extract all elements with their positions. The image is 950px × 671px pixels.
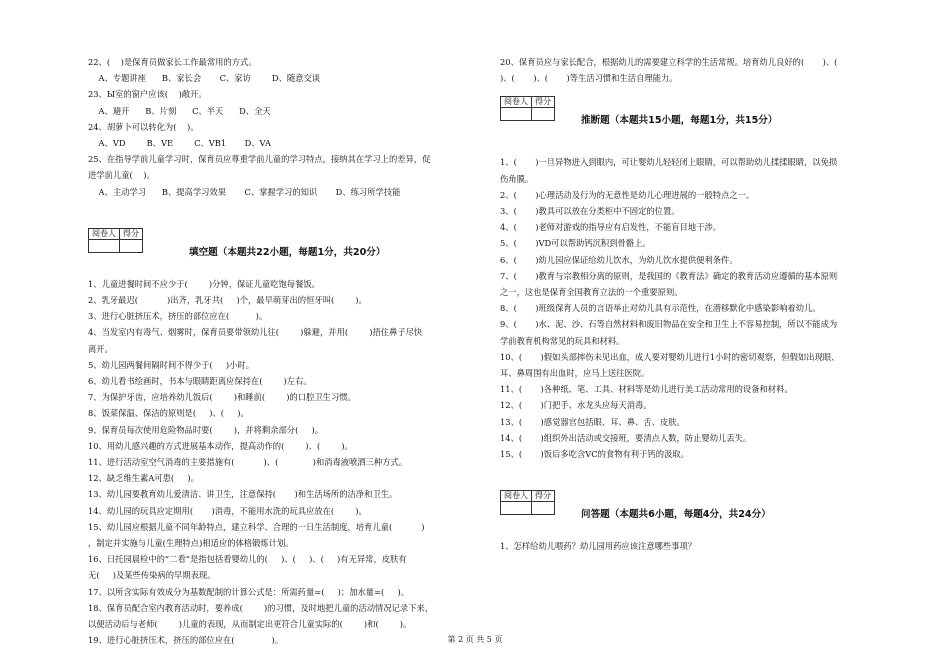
text-line: 2、( )心理活动及行为的无意性是幼儿心理进展的一般特点之一。	[500, 189, 755, 200]
text-line: 7、为保护牙齿，应培养幼儿饭后( )和睡前( )的口腔卫生习惯。	[88, 392, 356, 403]
reviewer-cell	[89, 239, 120, 252]
text-line: 17、以所含实际有效成分为基数配制的计算公式是：所需药量=( )；加水量=( )。	[88, 586, 409, 597]
reviewer-cell	[501, 108, 532, 121]
fill-section-title: 填空题（本题共22小题，每题1分，共20分）	[189, 246, 386, 258]
left-column	[88, 54, 480, 649]
text-line: 1、儿童进餐时间不应少于( )分钟，保证儿童吃饱每餐饭。	[88, 278, 320, 289]
text-line: 以便活动后与老师( )儿童的表现，从而制定出更符合儿童实际的( )和( )。	[88, 619, 412, 630]
score-label: 得分	[532, 97, 555, 108]
text-line: 8、( )班级保育人员的言语举止对幼儿具有示范性，在潜移默化中感染影响着幼儿。	[500, 303, 821, 314]
text-line: 13、幼儿园要教育幼儿爱清洁、讲卫生，注意保持( )和生活场所的洁净和卫生。	[88, 489, 398, 500]
text-line: 离开。	[88, 343, 113, 354]
text-line: 12、( )门把手、水龙头应每天消毒。	[500, 400, 652, 411]
text-line: 6、( )幼儿园应保证给幼儿饮水，为幼儿饮水提供便利条件。	[500, 254, 738, 265]
text-line: 24、胡萝卜可以转化为( )。	[88, 121, 199, 132]
text-line: 11、( )各种纸、笔、工具、材料等是幼儿进行美工活动常用的设备和材料。	[500, 384, 793, 395]
choice-questions	[88, 54, 480, 200]
text-line: 13、( )感觉器官包括眼、耳、鼻、舌、皮肤。	[500, 416, 685, 427]
text-line: )、( )、( )等生活习惯和生活自理能力。	[500, 73, 678, 84]
text-line: 12、缺乏维生素A可患( )。	[88, 473, 199, 484]
text-line: 22、( )是保育员做家长工作最常用的方式。	[88, 57, 257, 67]
reviewer-label: 阅卷人	[501, 491, 532, 502]
text-line: 7、( )教育与宗教相分离的原则，是我国的《教育法》确定的教育活动应遵循的基本原则	[500, 270, 838, 281]
score-cell	[120, 239, 143, 252]
text-line: 19、进行心脏挤压术，挤压的部位应在( )。	[88, 635, 284, 646]
text-line: 之一，这也是保育全国教育立法的一个重要原则。	[500, 287, 683, 298]
text-line: 5、幼儿园两餐间隔时间不得少于( )小时。	[88, 359, 254, 370]
text-line: 11、进行活动室空气消毒的主要措施有( )、( )和消毒液喷洒三种方式。	[88, 457, 408, 468]
text-line: 9、保育员每次使用危险物品时要( )，并将剩余部分( )。	[88, 424, 324, 435]
fill-question-20	[500, 54, 900, 86]
text-line: 14、幼儿园的玩具应定期用( )消毒，不能用水洗的玩具应放在( )。	[88, 505, 367, 516]
text-line: A、VD B、VE C、VB1 D、VA	[88, 138, 271, 149]
text-line: A、避开 B、片刻 C、半天 D、全天	[88, 105, 271, 116]
text-line: 3、( )教具可以放在分类柜中不固定的位置。	[500, 206, 680, 217]
qa-section-title: 问答题（本题共6小题，每题4分，共24分）	[581, 509, 771, 521]
right-column	[500, 54, 900, 554]
score-table	[88, 228, 143, 253]
text-line: 16、日托园晨检中的“二看”是指包括看婴幼儿的( )、( )、( )有无异常，皮肤有	[88, 554, 407, 565]
text-line: 14、( )组织外出活动或交接班，要清点人数，防止婴幼儿丢失。	[500, 432, 752, 443]
fill-section-header	[88, 228, 480, 258]
text-line: ，制定并实施与儿童(生理特点)相适应的体格锻炼计划。	[88, 538, 294, 549]
score-table	[500, 490, 555, 515]
reviewer-label: 阅卷人	[89, 228, 120, 239]
text-line: 耳、鼻周围有出血时，应马上送往医院。	[500, 368, 650, 379]
text-line: 8、饭菜保温、保洁的原则是( )、( )。	[88, 408, 249, 419]
qa-section-header	[500, 490, 900, 520]
text-line: 伤角膜。	[500, 173, 534, 184]
text-line: 20、保育员应与家长配合，根据幼儿的需要建立科学的生活常规。培育幼儿良好的( )、(	[500, 57, 838, 67]
text-line: 23、Ы室的窗户应该( )敞开。	[88, 89, 207, 100]
text-line: 4、( )老师对游戏的指导应有启发性，不能盲目地干涉。	[500, 222, 722, 233]
text-line: 2、乳牙最迟( )出齐，乳牙共( )个，最早萌芽出的恒牙叫( )。	[88, 295, 367, 306]
reviewer-label: 阅卷人	[501, 97, 532, 108]
text-line: 4、当发室内有毒气、烟雾时，保育员要带领幼儿往( )躲避，并用( )捂住鼻子尽快	[88, 327, 423, 338]
fill-questions	[88, 276, 480, 649]
score-table	[500, 96, 555, 121]
score-label: 得分	[532, 491, 555, 502]
judge-section-header	[500, 96, 900, 126]
text-line: 10、( )假如头部摔伤未见出血，成人要对婴幼儿进行1小时的密切观察，但假如出现眼、	[500, 351, 840, 362]
text-line: 6、幼儿看书绘画时，书本与眼睛距离应保持在( )左右。	[88, 376, 312, 387]
text-line: 1、怎样给幼儿喂药？幼儿园用药应该注意哪些事项？	[500, 541, 697, 552]
text-line: A、专题讲座 B、家长会 C、家访 D、随意交谈	[88, 73, 321, 84]
qa-questions	[500, 538, 900, 554]
page-number: 第 2 页 共 5 页	[447, 635, 503, 644]
text-line: A、主动学习 B、提高学习效果 C、掌握学习的知识 D、练习所学技能	[88, 186, 401, 197]
text-line: 15、( )饭后多吃含VC的食物有利于钙的汲取。	[500, 449, 689, 460]
text-line: 5、( )VD可以帮助钙沉积到骨骼上。	[500, 238, 651, 249]
reviewer-cell	[501, 502, 532, 515]
text-line: 9、( )水、泥、沙、石等自然材料和废旧物品在安全和卫生上不容易控制，所以不能成为	[500, 319, 838, 330]
text-line: 进学前儿童( )。	[88, 170, 155, 181]
text-line: 3、进行心脏挤压术，挤压的部位应在( )。	[88, 311, 268, 322]
judge-questions	[500, 154, 900, 462]
score-cell	[532, 108, 555, 121]
text-line: 学前教育机构常见的玩具和材料。	[500, 335, 625, 346]
text-line: 25、在指导学前儿童学习时，保育员应尊重学前儿童的学习特点，接纳其在学习上的差异，促	[88, 154, 431, 165]
judge-section-title: 推断题（本题共15小题，每题1分，共15分）	[581, 115, 778, 127]
text-line: 1、( )一旦异物进入到眼内，可让婴幼儿轻轻闭上眼睛，可以帮助幼儿揉揉眼睛，以免损	[500, 157, 838, 168]
text-line: 15、幼儿园应根据儿童不同年龄特点，建立科学、合理的一日生活制度，培育儿童( )	[88, 521, 425, 532]
text-line: 无( )及某些传染病的早期表现。	[88, 570, 216, 581]
text-line: 18、保育员配合室内教育活动时，要养成( )的习惯，及时地把儿童的活动情况记录下来，	[88, 602, 434, 613]
score-cell	[532, 502, 555, 515]
text-line: 10、用幼儿感兴趣的方式进展基本动作，提高动作的( )、( )。	[88, 440, 353, 451]
score-label: 得分	[120, 228, 143, 239]
